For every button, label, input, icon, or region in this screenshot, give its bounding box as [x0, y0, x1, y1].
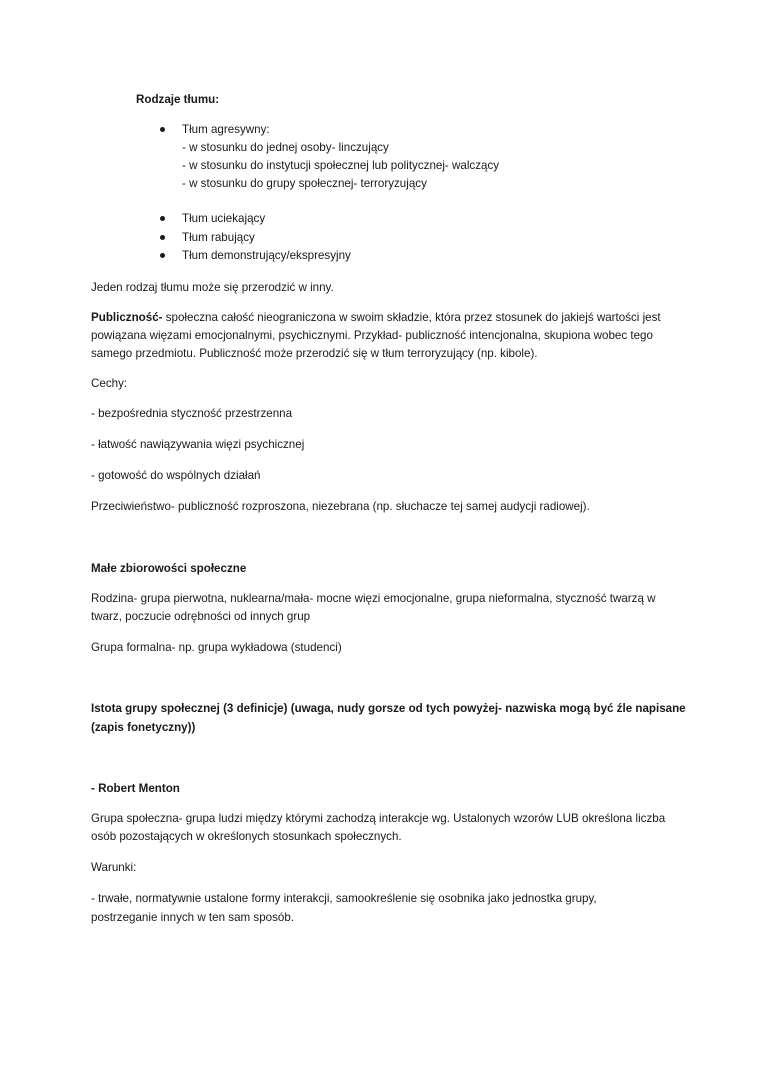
list-item: Tłum uciekający [182, 212, 266, 225]
heading-rodzaje-tlumu: Rodzaje tłumu: [136, 93, 220, 106]
definition-text: społeczna całość nieograniczona w swoim składzie, która przez stosunek do jakiejś wartości jest [162, 311, 661, 324]
feature-item: - bezpośrednia styczność przestrzenna [91, 407, 293, 420]
paragraph-note: Jeden rodzaj tłumu może się przerodzić w inny. [91, 281, 334, 294]
paragraph-line: powiązana więzami emocjonalnymi, psychicznymi. Przykład- publiczność intencjonalna, skupiona wobec tego [91, 329, 653, 342]
features-label: Cechy: [91, 377, 128, 390]
paragraph-line: Rodzina- grupa pierwotna, nuklearna/mała- mocne więzi emocjonalne, grupa nieformalna, styczność twarzą w [91, 592, 656, 605]
bullet-icon [160, 127, 165, 132]
bullet-icon [160, 216, 165, 221]
sub-item: - w stosunku do instytucji społecznej lub politycznej- walczący [182, 159, 500, 172]
bullet-icon [160, 253, 165, 258]
list-item: Tłum rabujący [182, 231, 255, 244]
paragraph-line: osób pozostających w określonych stosunkach społecznych. [91, 830, 402, 843]
conditions-label: Warunki: [91, 861, 137, 874]
sub-item: - w stosunku do grupy społecznej- terroryzujący [182, 177, 427, 190]
paragraph-opposite: Przeciwieństwo- publiczność rozproszona, niezebrana (np. słuchacze tej samej audycji radiowej). [91, 500, 590, 513]
term-publicznosc: Publiczność- [91, 311, 163, 324]
heading-istota-grupy: Istota grupy społecznej (3 definicje) (uwaga, nudy gorsze od tych powyżej- nazwiska mogą być źle napisane [91, 702, 686, 715]
heading-male-zbiorowosci: Małe zbiorowości społeczne [91, 562, 247, 575]
paragraph-line: samego przedmiotu. Publiczność może przerodzić się w tłum terroryzujący (np. kibole). [91, 347, 538, 360]
paragraph-line: postrzeganie innych w ten sam sposób. [91, 911, 295, 924]
paragraph-line: Grupa społeczna- grupa ludzi między którymi zachodzą interakcje wg. Ustalonych wzorów LUB określona liczba [91, 812, 666, 825]
heading-istota-grupy-cont: (zapis fonetyczny)) [91, 721, 196, 734]
feature-item: - łatwość nawiązywania więzi psychicznej [91, 438, 305, 451]
author-heading: - Robert Menton [91, 782, 180, 795]
paragraph-line: twarz, poczucie odrębności od innych grup [91, 610, 311, 623]
paragraph-publicznosc-line [91, 310, 661, 326]
feature-item: - gotowość do wspólnych działań [91, 469, 261, 482]
paragraph-line: - trwałe, normatywnie ustalone formy interakcji, samookreślenie się osobnika jako jednostka grupy, [91, 892, 597, 905]
bullet-icon [160, 235, 165, 240]
sub-item: - w stosunku do jednej osoby- linczujący [182, 141, 389, 154]
paragraph-formalna: Grupa formalna- np. grupa wykładowa (studenci) [91, 641, 342, 654]
list-item-agresywny: Tłum agresywny: [182, 123, 270, 136]
list-item: Tłum demonstrujący/ekspresyjny [182, 249, 351, 262]
